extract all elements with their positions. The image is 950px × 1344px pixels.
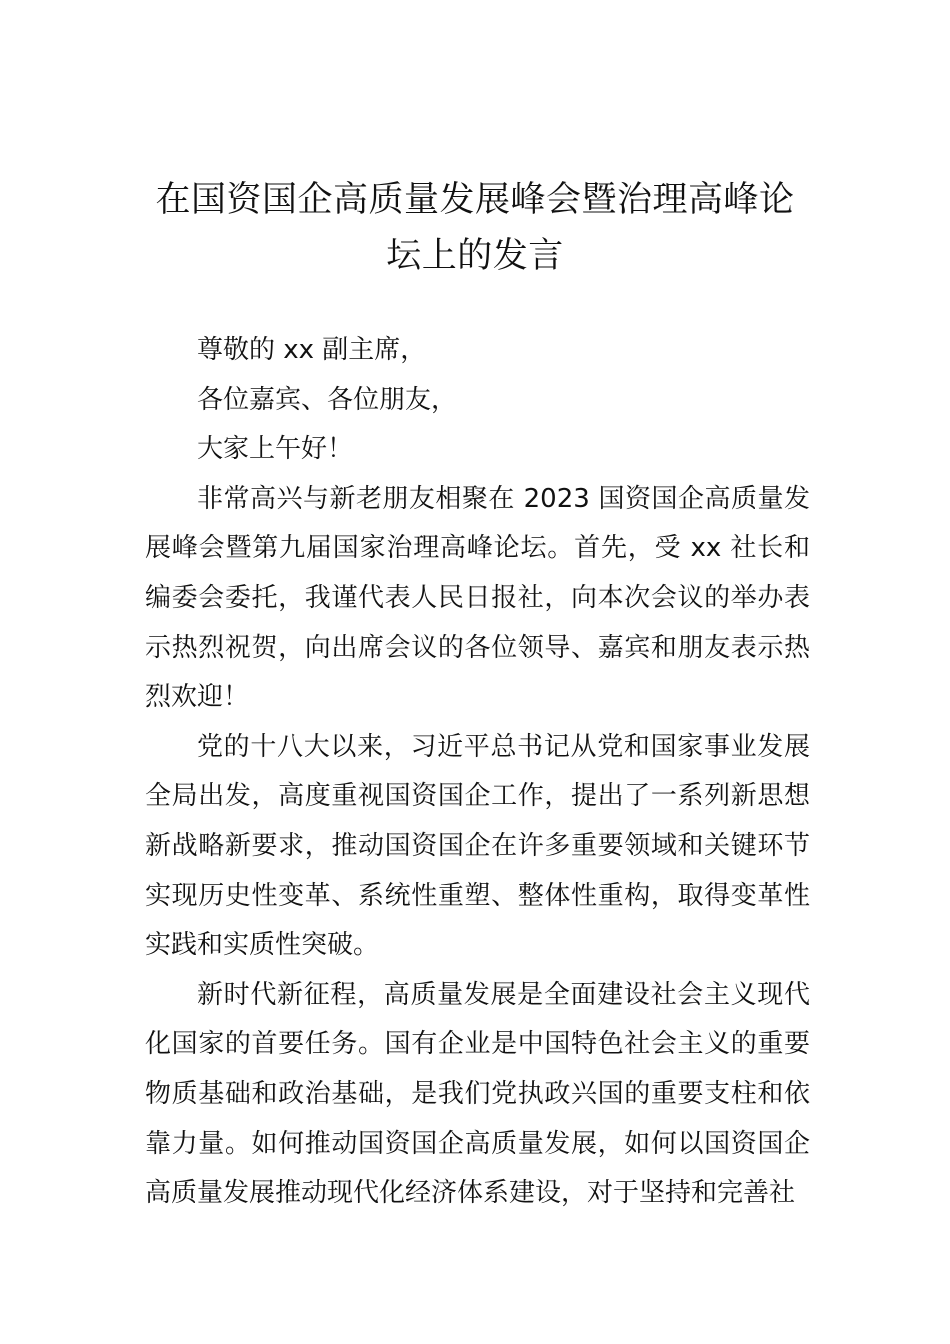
salutation-guests: 各位嘉宾、各位朋友， xyxy=(197,384,458,415)
paragraph-welcome: 非常高兴与新老朋友相聚在 2023 国资国企高质量发展峰会暨第九届国家治理高峰论坛。首先，受 xx 社长和编委会委托，我谨代表人民日报社，向本次会议的举办表示热烈祝贺，向出席会议的各位领导、嘉宾和朋友表示热烈欢迎！ xyxy=(145,483,810,713)
paragraph-party-congress: 党的十八大以来，习近平总书记从党和国家事业发展全局出发，高度重视国资国企工作，提出了一系列新思想新战略新要求，推动国资国企在许多重要领域和关键环节实现历史性变革、系统性重塑、整体性重构，取得变革性实践和实质性突破。 xyxy=(145,731,810,961)
paragraph-new-era: 新时代新征程，高质量发展是全面建设社会主义现代化国家的首要任务。国有企业是中国特色社会主义的重要物质基础和政治基础，是我们党执政兴国的重要支柱和依靠力量。如何推动国资国企高质量发展，如何以国资国企高质量发展推动现代化经济体系建设，对于坚持和完善社 xyxy=(145,979,810,1209)
title-line-2: 坛上的发言 xyxy=(386,236,564,276)
salutation-vice-chair: 尊敬的 xx 副主席， xyxy=(197,335,427,365)
title-line-1: 在国资国企高质量发展峰会暨治理高峰论 xyxy=(155,180,795,220)
greeting: 大家上午好！ xyxy=(197,434,354,465)
document-body xyxy=(145,326,810,1219)
document-title xyxy=(120,172,830,284)
